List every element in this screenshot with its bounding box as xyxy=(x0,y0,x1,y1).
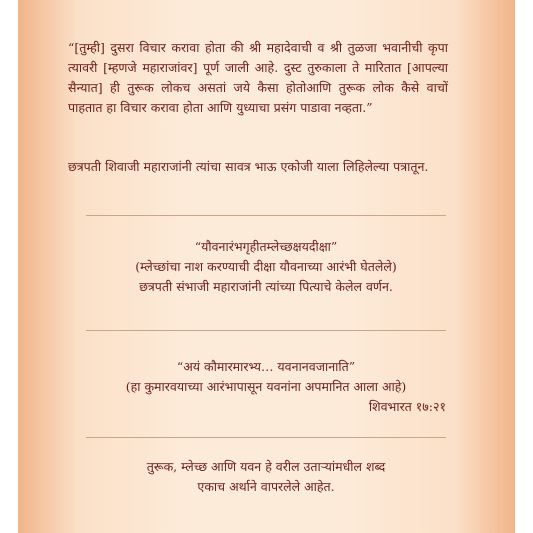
quote-letter-text: “[तुम्ही] दुसरा विचार करावा होता की श्री महादेवाची व श्री तुळजा भवानीची कृपा त्यावरी [म्हणजे महाराजांवर] पूर्ण जाली आहे. दुस्ट तुरुकाला ते मारितात [आपल्या सैन्यात] ही तुरूक लोकच असतां जये कैसा होतोआणि तुरूक लोक कैसे वाचों पाहतात हा विचार करावा होता आणि युध्याचा प्रसंग पाडावा नव्हता.” xyxy=(68,40,448,115)
divider-3 xyxy=(86,437,446,438)
quote-sambhaji-source: छत्रपती संभाजी महाराजांनी त्यांच्या पित्याचे केलेल वर्णन. xyxy=(139,279,393,294)
quote-shivbharat-source: शिवभारत १७:२१ xyxy=(368,399,446,414)
terminology-note xyxy=(86,457,446,497)
quote-shivbharat xyxy=(86,357,446,417)
quote-shivbharat-translation: (हा कुमारवयाच्या आरंभापासून यवनांना अपमानित आला आहे) xyxy=(125,379,407,394)
terminology-note-line2: एकाच अर्थाने वापरलेले आहेत. xyxy=(197,479,335,494)
quote-sambhaji-text: “यौवनारंभगृहीतम्लेच्छक्षयदीक्षा” xyxy=(194,239,338,254)
quote-shivbharat-text: “अयं कौमारमारभ्य… यवनानवजानाति” xyxy=(176,359,356,374)
quote-sambhaji xyxy=(86,237,446,297)
quote-letter-source: छत्रपती शिवाजी महाराजांनी त्यांचा सावत्र भाऊ एकोजी याला लिहिलेल्या पत्रातून. xyxy=(68,159,429,174)
quote-sambhaji-translation: (म्लेच्छांचा नाश करण्याची दीक्षा यौवनाच्या आरंभी घेतलेले) xyxy=(135,259,397,274)
divider-2 xyxy=(86,330,446,331)
terminology-note-line1: तुरूक, म्लेच्छ आणि यवन हे वरील उताऱ्यांमधील शब्द xyxy=(146,459,386,474)
divider-1 xyxy=(86,215,446,216)
